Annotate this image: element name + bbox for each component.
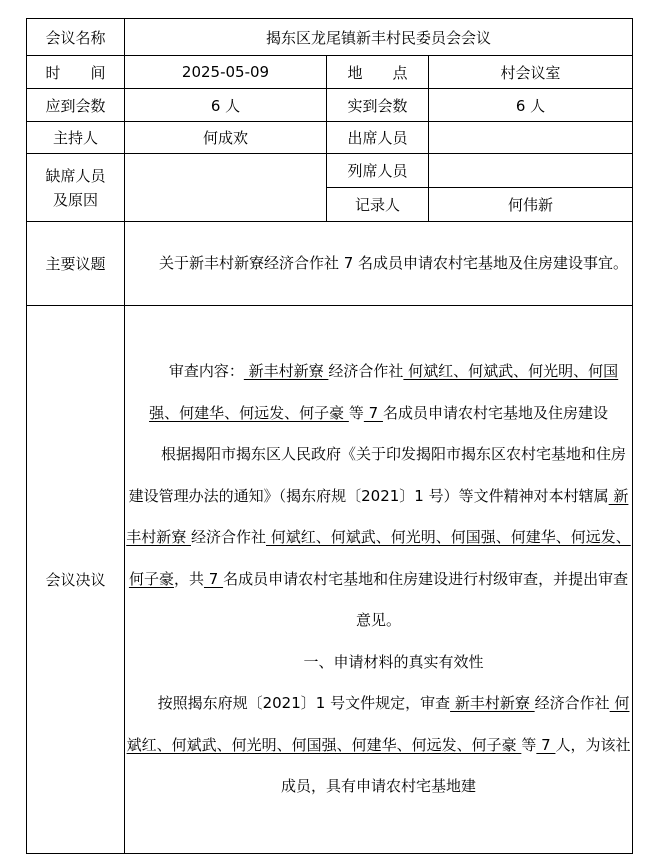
agenda-text: 关于新丰村新寮经济合作社 7 名成员申请农村宅基地及住房建设事宜。 (158, 253, 629, 272)
attendees-value (429, 122, 633, 154)
basis-applicant-names-fill: 何斌红、何斌武、何光明、何国强、何建华、何远发、何子豪 (128, 528, 631, 588)
meeting-name-value: 揭东区龙尾镇新丰村民委员会会议 (125, 19, 633, 56)
authenticity-count-fill: 7 (536, 735, 556, 754)
absent-value (125, 154, 327, 222)
review-content-paragraph (125, 351, 632, 434)
basis-count-fill: 7 (203, 569, 224, 588)
resolution-label: 会议决议 (27, 306, 125, 854)
authenticity-cooperative-fill: 新丰村新寮 (450, 694, 535, 713)
authenticity-paragraph (125, 683, 632, 808)
applicant-names-fill: 何斌红、何斌武、何光明、何国强、何建华、何远发、何子豪 (149, 362, 619, 422)
cooperative-suffix: 经济合作社 (328, 362, 404, 381)
agenda-content (125, 222, 633, 306)
meeting-minutes-table (26, 18, 633, 854)
attendees-label: 出席人员 (327, 122, 429, 154)
review-content-lead: 审查内容： (168, 362, 244, 381)
observers-label: 列席人员 (327, 154, 429, 188)
recorder-label: 记录人 (327, 188, 429, 222)
time-label: 时 间 (27, 56, 125, 89)
place-label: 地 点 (327, 56, 429, 89)
recorder-value: 何伟新 (429, 188, 633, 222)
basis-total-text: ，共 (173, 569, 204, 588)
absent-label-line-1: 缺席人员 (45, 166, 106, 185)
expected-count-label: 应到会数 (27, 89, 125, 122)
host-label: 主持人 (27, 122, 125, 154)
place-value: 村会议室 (429, 56, 633, 89)
observers-value (429, 154, 633, 188)
basis-cooperative-fill: 新丰村新寮 (126, 486, 629, 547)
review-content-tail: 名成员申请农村宅基地及住房建设 (382, 403, 608, 422)
section-heading-authenticity: 一、申请材料的真实有效性 (303, 652, 484, 671)
authenticity-etc-text: 等 (521, 735, 537, 754)
date-value: 2025-05-09 (125, 56, 327, 89)
agenda-label: 主要议题 (27, 222, 125, 306)
cooperative-name-fill: 新丰村新寮 (243, 362, 329, 381)
resolution-content (125, 306, 633, 854)
authenticity-lead: 按照揭东府规〔2021〕1 号文件规定，审查 (157, 694, 451, 713)
host-value: 何成欢 (125, 122, 327, 154)
basis-paragraph (125, 434, 632, 642)
expected-count-value: 6 人 (125, 89, 327, 122)
basis-cooperative-suffix: 经济合作社 (191, 528, 267, 547)
basis-tail: 名成员申请农村宅基地和住房建设进行村级审查，并提出审查意见。 (223, 569, 629, 630)
absent-label (27, 154, 125, 222)
basis-lead: 根据揭阳市揭东区人民政府《关于印发揭阳市揭东区农村宅基地和住房建设管理办法的通知》（揭东府规〔2021〕1 号）等文件精神对本村辖属 (128, 445, 627, 505)
actual-count-label: 实到会数 (327, 89, 429, 122)
meeting-name-label: 会议名称 (27, 19, 125, 56)
authenticity-cooperative-suffix: 经济合作社 (534, 694, 610, 713)
authenticity-tail: 人，为该社成员，具有申请农村宅基地建 (281, 735, 631, 796)
authenticity-applicant-names-fill: 何斌红、何斌武、何光明、何国强、何建华、何远发、何子豪 (126, 694, 630, 754)
absent-label-line-2: 及原因 (52, 190, 98, 209)
applicant-count-fill: 7 (363, 403, 383, 422)
etc-text: 等 (348, 403, 364, 422)
actual-count-value: 6 人 (429, 89, 633, 122)
